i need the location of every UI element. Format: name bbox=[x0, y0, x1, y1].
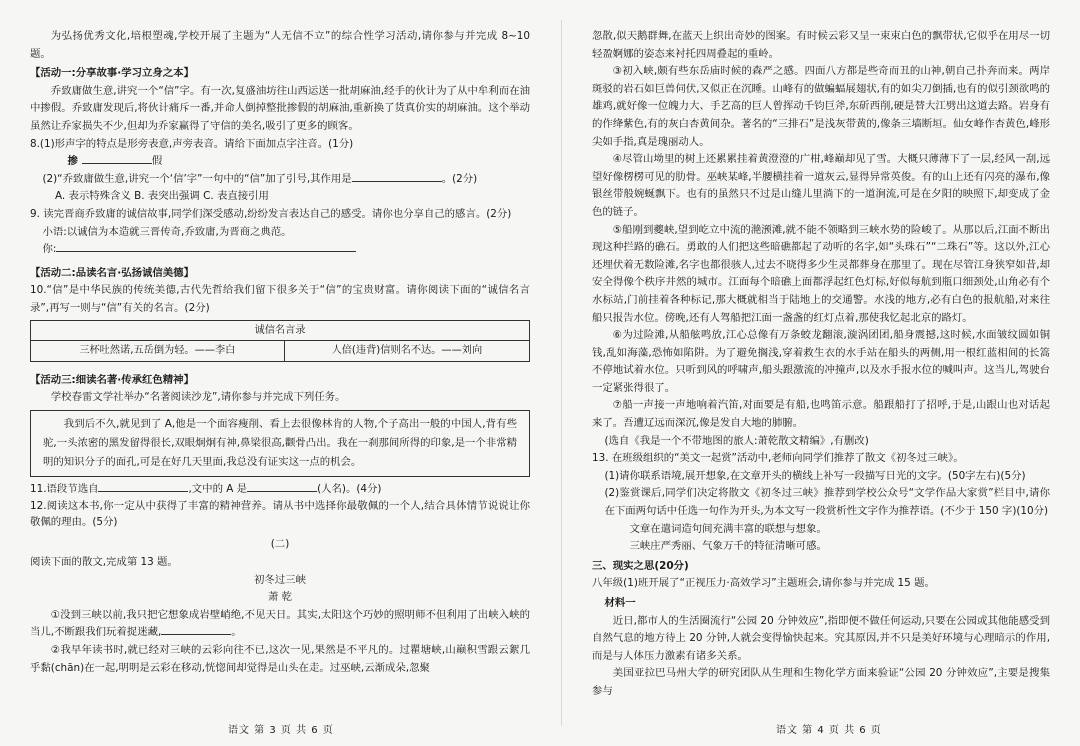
page-footer-3: 语文 第 3 页 共 6 页 bbox=[228, 725, 334, 736]
material-1-title: 材料一 bbox=[604, 597, 636, 609]
q8-1-answer-line bbox=[30, 153, 530, 171]
essay-para-5: ⑤船刚到夔峡,望到屹立中流的滟滪滩,就不能不领略到三峡水势的险峻了。从那以后,江面不断出现这种拦路的礁石。勇敢的人们把这些暗礁都起了动听的名字,如“头珠石”“二珠石”等。这以外,江心还埋伏着无数险滩,名字也都很骇人,过去不晓得多少生灵都葬身在那里了。现在尽管江身狭窄如昔,却安全得像个秩序井然的城市。江面每个暗礁上面都浮起红色灯标,好似每航到瓶口细颈处,山角必有个水标站,门前挂着各种标记,那大概就相当于陆地上的交通警。水浅的地方,必有白色的报航船,对来往船只报告水位。傍晚,还有人驾船把江面一盏盏的红灯点着,那使我忆起北京的路灯。 bbox=[592, 223, 1050, 324]
dotted-word: 掺 bbox=[67, 155, 82, 168]
section-3-intro: 八年级(1)班开展了“正视压力·高效学习”主题班会,请你参与并完成 15 题。 bbox=[592, 577, 935, 590]
essay-para-4: ④尽管山坳里的树上还累累挂着黄澄澄的广柑,峰巅却见了雪。大概只薄薄下了一层,经风一刮,远望好像楞楞可见的肋骨。巫峡某峰,半腰横挂着一道灰云,显得异常英俊。有的山上还有闪亮的瀑布,像银丝带般婉蜒飘下。也有的虽然只不过是山缝儿里淌下的一道涧流,可是在夕阳的映照下,却变成了金色的链子。 bbox=[592, 153, 1050, 218]
left-page bbox=[30, 28, 530, 718]
q11-text: 11.语段节选自 bbox=[30, 482, 99, 495]
material-1-text-b: 美国亚拉巴马州大学的研究团队从生理和生物化学方面来验证“公园 20 分钟效应”,主要是搜集参与 bbox=[592, 667, 1050, 697]
essay-para-2: ②我早年读书时,就已经对三峡的云彩向往不已,这次一见,果然是不平凡的。过瞿塘峡,山巅积雪跟云絮几乎黏(chān)在一起,明明是云彩在移动,恍惚间却觉得是山头在走。过巫峡,云渐成朵,忽聚 bbox=[30, 644, 530, 674]
q13-2-option-1: 文章在遣词造句间充满丰富的联想与想象。 bbox=[629, 522, 827, 535]
q9-you-label: 你: bbox=[42, 243, 57, 256]
q8-2-options: A. 表示特殊含义 B. 表突出强调 C. 表直接引用 bbox=[54, 190, 269, 203]
activity2-title: 【活动二:品读名言·弘扬诚信美德】 bbox=[30, 266, 194, 279]
q8-2-tail: 。(2分) bbox=[441, 172, 478, 185]
answer-blank[interactable] bbox=[161, 624, 231, 635]
intro-text: 为弘扬优秀文化,培根塑魂,学校开展了主题为“人无信不立”的综合性学习活动,请你参与并完成 8~10 题。 bbox=[30, 30, 530, 60]
essay-para-7: ⑦船一声接一声地响着汽笛,对面要是有船,也鸣笛示意。船跟船打了招呼,于是,山跟山也对话起来了。吾遭辽远而深沉,像是发自大地的肺腑。 bbox=[592, 399, 1050, 430]
answer-blank[interactable] bbox=[98, 481, 188, 492]
answer-blank[interactable] bbox=[56, 241, 356, 252]
table-cell: 三杯吐然诺,五岳倒为轻。——李白 bbox=[31, 341, 285, 362]
answer-blank[interactable] bbox=[247, 481, 317, 492]
activity1-title: 【活动一:分享故事·学习立身之本】 bbox=[30, 67, 194, 80]
answer-blank[interactable] bbox=[352, 171, 442, 182]
right-page bbox=[592, 28, 1050, 718]
para1-tail: 。 bbox=[231, 626, 242, 639]
essay-title: 初冬过三峡 bbox=[254, 573, 306, 586]
page-footer-4: 语文 第 4 页 共 6 页 bbox=[776, 725, 882, 736]
q13-intro: 阅读下面的散文,完成第 13 题。 bbox=[30, 556, 178, 569]
activity3-title: 【活动三:细读名著·传承红色精神】 bbox=[30, 373, 194, 386]
story-text: 乔致庸做生意,讲究一个“信”字。有一次,复盛油坊往山西运送一批胡麻油,经手的伙计为了从中牟利而在油中掺假。乔致庸发现后,将伙计痛斥一番,并命人倒掉整批掺假的胡麻油,重新换了货真价实的胡麻油。这个举动虽然让乔家损失不少,但却为乔家赢得了守信的美名,吸引了更多的顾客。 bbox=[30, 84, 530, 132]
essay-para-2-cont: 忽散,似天鹅群舞,在蓝天上织出奇妙的图案。有时候云彩又呈一束束白色的飘带状,它似乎在用尽一切轻盈婀娜的姿态来衬托四周叠起的重岭。 bbox=[592, 30, 1050, 60]
table-cell: 人倍(违背)信则名不达。——刘向 bbox=[284, 341, 529, 362]
q11-mid: ,文中的 A 是 bbox=[188, 482, 248, 495]
activity3-intro: 学校春雷文学社举办“名著阅读沙龙”,请你参与并完成下列任务。 bbox=[50, 391, 346, 404]
question-8-2 bbox=[30, 171, 530, 189]
essay-author: 萧 乾 bbox=[267, 591, 293, 604]
q9-you-line bbox=[30, 241, 530, 259]
question-13-2: (2)鉴赏课后,同学们决定将散文《初冬过三峡》推荐到学校公众号“文学作品大家赏”栏目中,请你在下面两句话中任选一句作为开头,为本文写一段赏析性文字作为推荐语。(不少于 150 字)(10分) bbox=[604, 487, 1050, 518]
q8-2-text: (2)“乔致庸做生意,讲究一个‘信’字”一句中的“信”加了引号,其作用是 bbox=[42, 172, 352, 185]
quotes-table bbox=[30, 320, 530, 362]
page-divider bbox=[561, 20, 562, 726]
question-13: 13. 在班级组织的“美文一起赏”活动中,老师向同学们推荐了散文《初冬过三峡》。 bbox=[592, 452, 964, 465]
table-header: 诚信名言录 bbox=[31, 320, 530, 341]
material-1-text: 近日,都市人的生活圈流行“公园 20 分钟效应”,指即便不做任何运动,只要在公园或其他能感受到自然气息的地方待上 20 分钟,人就会变得愉快起来。究其原因,并不只是美好环境与心理暗示的作用,而是与人体压力激素有诸多关系。 bbox=[592, 614, 1050, 662]
answer-blank[interactable] bbox=[82, 153, 152, 164]
excerpt-box bbox=[30, 410, 530, 477]
question-9: 9. 读完晋商乔致庸的诚信故事,同学们深受感动,纷纷发言表达自己的感受。请你也分享自己的感言。(2分) bbox=[30, 207, 512, 220]
q13-2-option-2: 三峡庄严秀丽、气象万千的特征清晰可感。 bbox=[629, 540, 827, 553]
section-2-heading: (二) bbox=[270, 538, 290, 551]
word-tail: 假 bbox=[151, 155, 163, 168]
essay-para-6: ⑥为过险滩,从船舷鸣放,江心总像有万条蛟龙翻滚,漩涡团团,船身震撼,这时候,水面皱纹圆如铜钱,乱如海藻,恐怖如陷阱。为了避免搁浅,穿着救生衣的水手站在船头的两侧,用一根红蓝相间的长篙不停地试着水位。只听到风的呼啸声,船头跟激流的冲撞声,以及水手报水位的喊叫声。这当儿,驾驶台一定紧张得很了。 bbox=[592, 329, 1050, 394]
para1-text: ①没到三峡以前,我只把它想象成岩壁峭绝,不见天日。其实,太阳这个巧妙的照明师不但利用了出峡入峡的当儿,不断跟我们玩着捉迷藏, bbox=[30, 608, 530, 639]
q11-tail: (人名)。(4分) bbox=[317, 482, 382, 495]
essay-para-1 bbox=[30, 607, 530, 642]
q9-xiaoyu: 小语:以诚信为本造就三晋传奇,乔致庸,为晋商之典范。 bbox=[42, 225, 292, 238]
question-11 bbox=[30, 481, 530, 499]
excerpt-text: 我到后不久,就见到了 A,他是一个面容瘦削、看上去很像林肯的人物,个子高出一般的中国人,背有些驼,一头浓密的黑发留得很长,双眼炯炯有神,鼻梁很高,颧骨凸出。我在一刹那间所得的印象,是一个非常精明的知识分子的面孔,可是在好几天里面,我总没有证实这一点的机会。 bbox=[43, 417, 517, 468]
question-12: 12.阅读这本书,你一定从中获得了丰富的精神营养。请从书中选择你最敬佩的一个人,结合具体情节说说让你敬佩的理由。(5分) bbox=[30, 500, 530, 529]
question-13-1: (1)请你联系语境,展开想象,在文章开头的横线上补写一段描写日光的文字。(50字左右)(5分) bbox=[604, 469, 1026, 482]
question-10: 10.“信”是中华民族的传统美德,古代先哲给我们留下很多关于“信”的宝贵财富。请你阅读下面的“诚信名言录”,再写一则与“信”有关的名言。(2分) bbox=[30, 284, 530, 314]
essay-source: (选自《我是一个不带地图的旅人:萧乾散文精编》,有删改) bbox=[604, 434, 869, 447]
question-8-1: 8.(1)形声字的特点是形旁表意,声旁表音。请给下面加点字注音。(1分) bbox=[30, 137, 354, 150]
section-3-heading: 三、现实之思(20分) bbox=[592, 559, 689, 572]
essay-para-3: ③初入峡,颇有些东岳庙时候的森严之感。四面八方都是些奇而丑的山神,朝自己扑奔而来。两岸斑驳的岩石如巨兽伺伏,又似正在沉睡。山峰有的做蝙蝠展翅状,有的如尖刀倒插,也有的似引颈欲鸣的雄鸡,就好像一位魄力大、手艺高的巨人曾挥动千钧巨斧,东斫西削,硬是替大江劈出这道去路。岩身有的作绛紫色,有的灰白杏黄间杂。著名的“三排石”是浅灰带黄的,像条三墙断垣。仙女峰作杏黄色,峰形尖如手指,真是瑰丽动人。 bbox=[592, 65, 1050, 148]
